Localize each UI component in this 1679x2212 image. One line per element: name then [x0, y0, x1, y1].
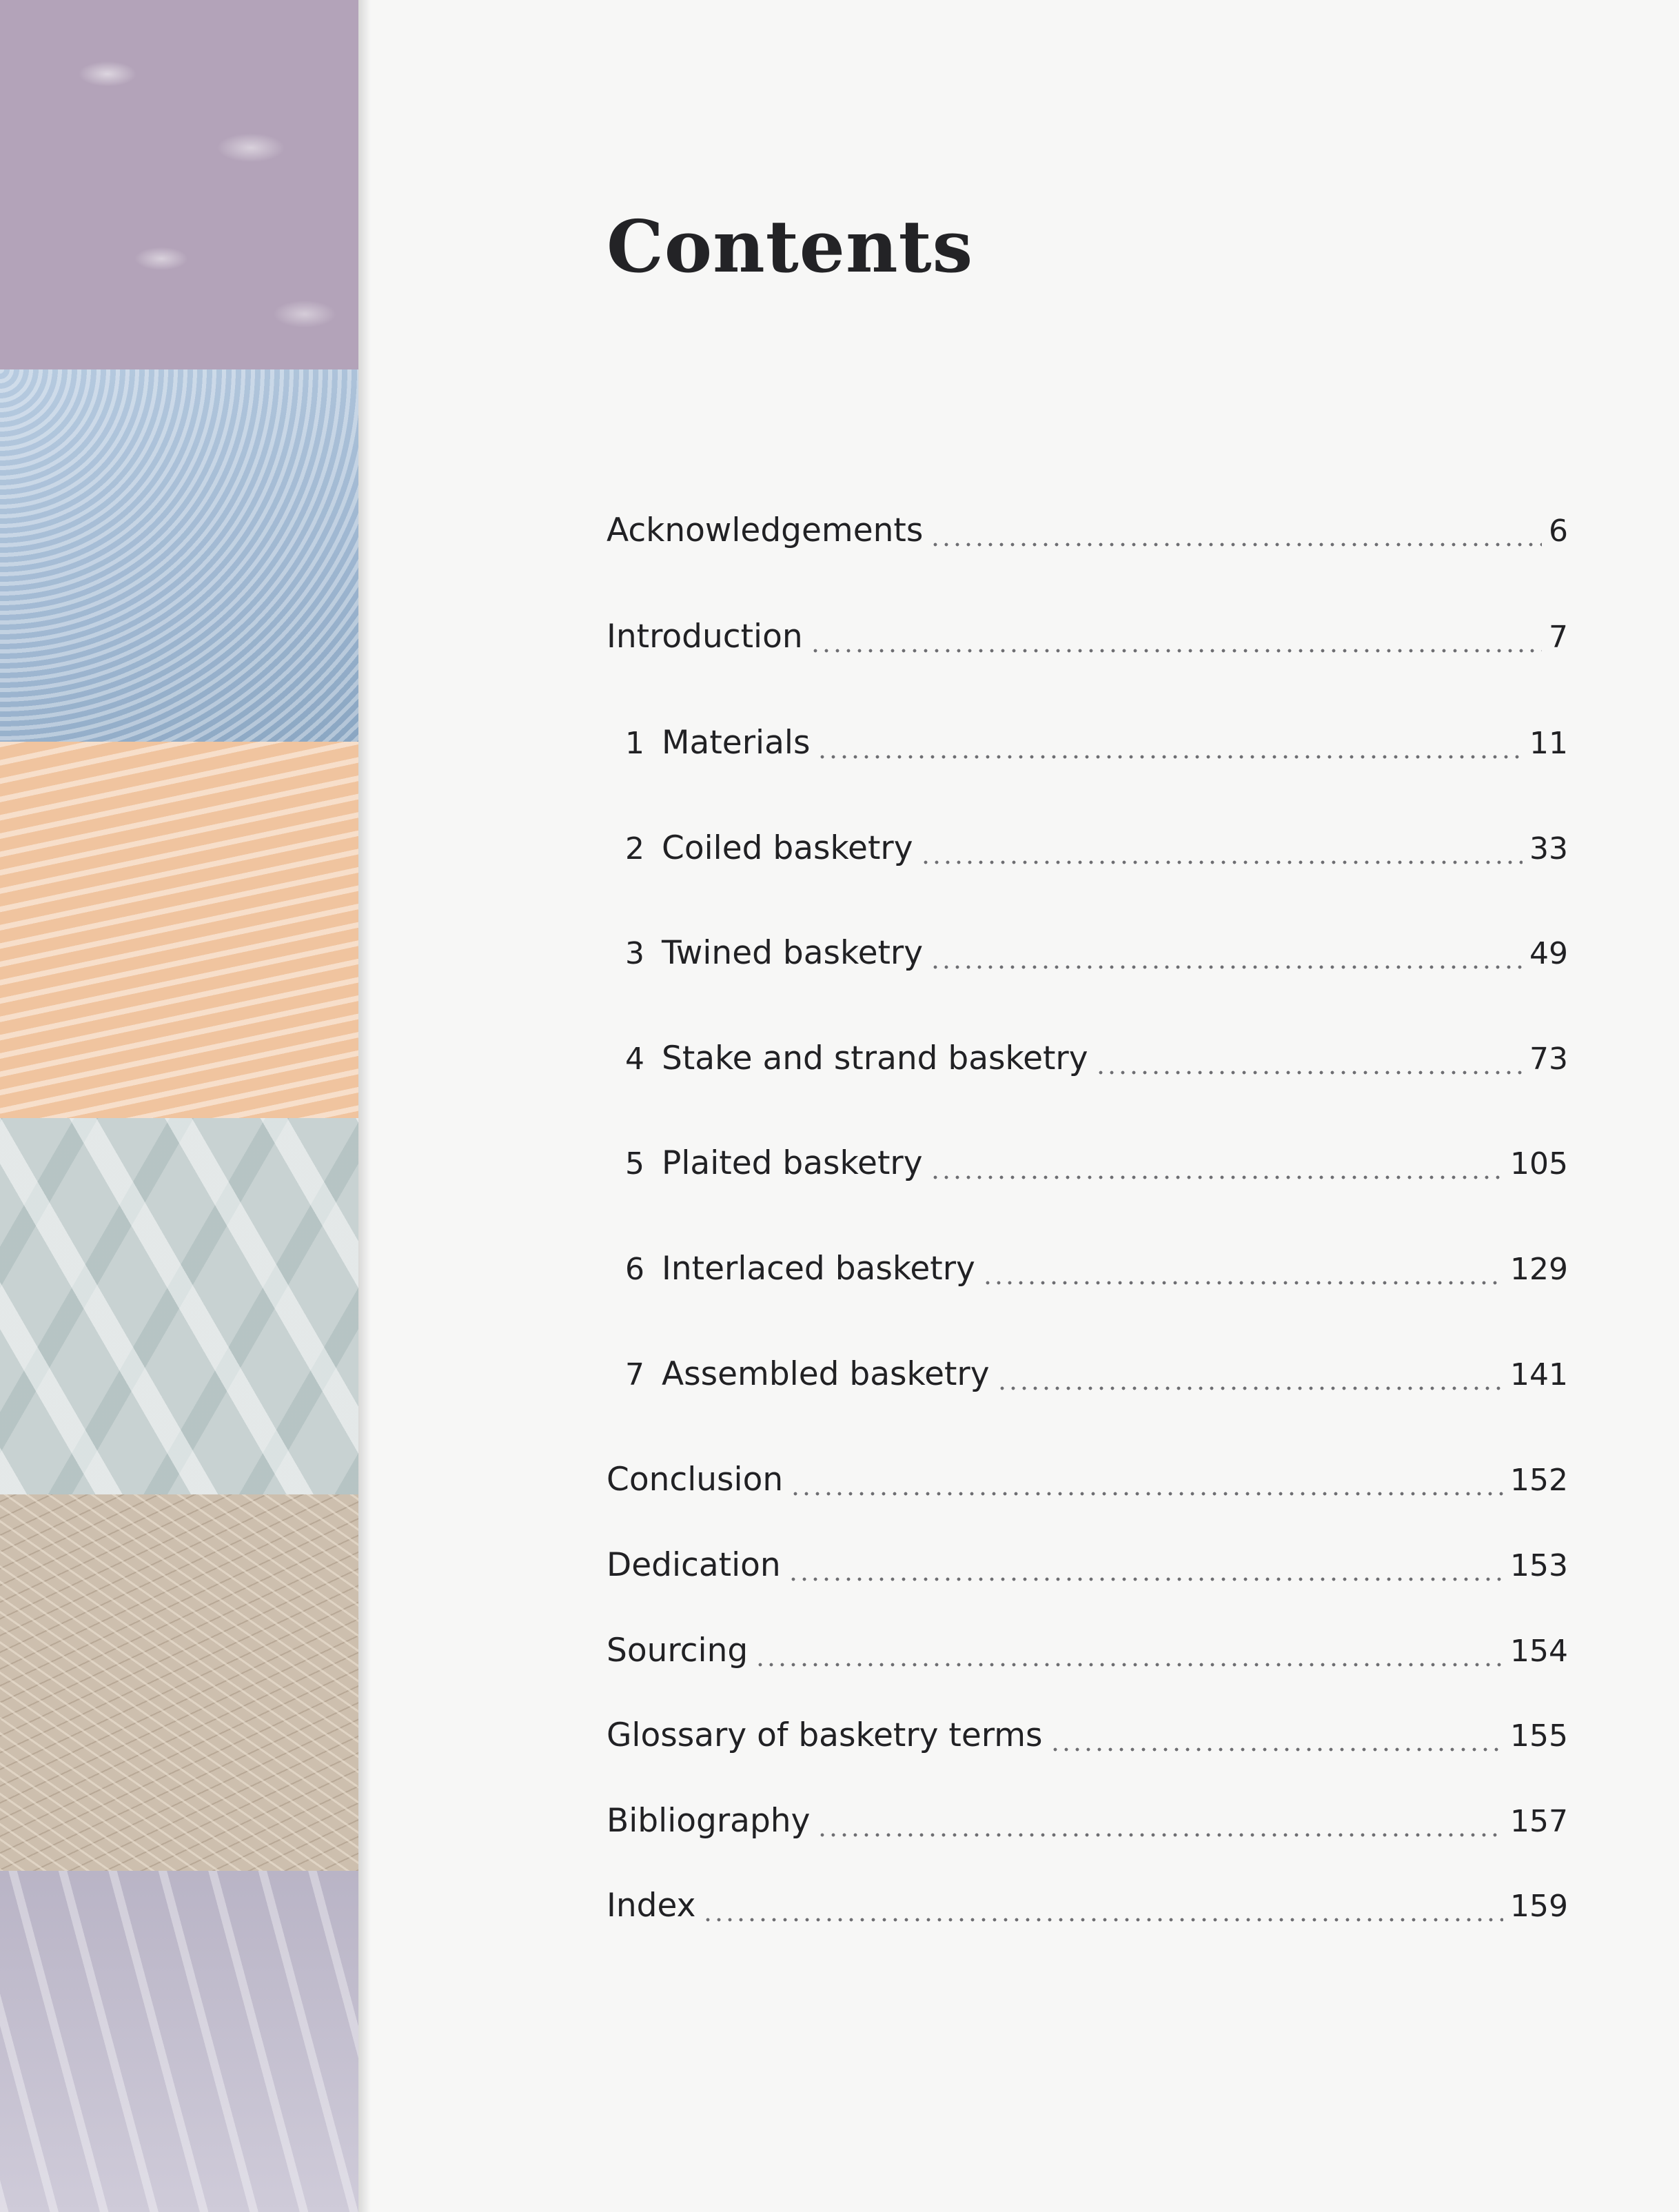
toc-entry-page: 155 [1510, 1718, 1568, 1754]
toc-entry-label: Glossary of basketry terms [607, 1716, 1043, 1754]
page-gutter-shadow [358, 0, 371, 2212]
chapter-number: 2 [625, 831, 644, 866]
photo-band-orange-strands [0, 742, 358, 1118]
dot-leader [982, 1280, 1503, 1286]
toc-chapter-entry[interactable] [607, 1144, 1568, 1193]
toc-entry-page: 153 [1510, 1548, 1568, 1583]
toc-chapter-entry[interactable] [607, 1355, 1568, 1403]
toc-chapter-entry[interactable] [607, 934, 1568, 982]
toc-entry-page: 141 [1510, 1357, 1568, 1392]
toc-entry-page: 73 [1529, 1042, 1568, 1077]
chapter-number: 3 [625, 936, 644, 971]
toc-entry-page: 6 [1549, 514, 1568, 549]
toc-chapter-entry[interactable] [607, 1250, 1568, 1298]
toc-entry-label: Assembled basketry [662, 1355, 990, 1393]
photo-band-tangled-fibre [0, 1494, 358, 1871]
toc-entry-label: Index [607, 1887, 696, 1925]
toc-entry-label: Dedication [607, 1546, 781, 1584]
photo-band-hexagonal-weave [0, 1118, 358, 1494]
toc-entry-label: Introduction [607, 618, 803, 656]
toc-entry[interactable] [607, 511, 1568, 560]
toc-entry-page: 33 [1529, 831, 1568, 866]
dot-leader [790, 1491, 1503, 1496]
toc-entry-label: Conclusion [607, 1461, 784, 1499]
dot-leader [817, 754, 1523, 760]
dot-leader [817, 1832, 1503, 1838]
dot-leader [930, 964, 1523, 970]
photo-band-palm-leaves [0, 0, 358, 369]
toc-entry-page: 49 [1529, 936, 1568, 971]
dot-leader [997, 1386, 1503, 1391]
toc-chapter-entry[interactable] [607, 724, 1568, 772]
toc-entry[interactable] [607, 1716, 1568, 1765]
dot-leader [930, 542, 1542, 547]
dot-leader [930, 1175, 1503, 1180]
toc-entry[interactable] [607, 1461, 1568, 1509]
chapter-number: 6 [625, 1252, 644, 1287]
toc-entry-page: 129 [1510, 1252, 1568, 1287]
toc-entry-page: 11 [1529, 726, 1568, 761]
toc-entry-label: Interlaced basketry [662, 1250, 975, 1288]
toc-entry-label: Twined basketry [662, 934, 924, 972]
toc-entry[interactable] [607, 1632, 1568, 1680]
toc-entry-page: 159 [1510, 1889, 1568, 1924]
toc-entry[interactable] [607, 1887, 1568, 1935]
toc-chapter-entry[interactable] [607, 829, 1568, 877]
toc-entry-label: Materials [662, 724, 811, 762]
toc-entry-page: 154 [1510, 1634, 1568, 1669]
photo-band-blue-weave [0, 369, 358, 742]
dot-leader [810, 648, 1542, 653]
dot-leader [920, 860, 1523, 865]
toc-entry-label: Bibliography [607, 1802, 811, 1840]
decorative-photo-strip [0, 0, 358, 2212]
toc-entry-label: Plaited basketry [662, 1144, 923, 1182]
toc-entry-page: 7 [1549, 620, 1568, 655]
toc-chapter-entry[interactable] [607, 1039, 1568, 1088]
dot-leader [1050, 1747, 1503, 1752]
dot-leader [1095, 1070, 1523, 1075]
toc-entry-page: 105 [1510, 1146, 1568, 1181]
dot-leader [702, 1917, 1503, 1922]
toc-entry[interactable] [607, 1802, 1568, 1850]
toc-entry[interactable] [607, 618, 1568, 666]
chapter-number: 5 [625, 1146, 644, 1181]
toc-entry-page: 157 [1510, 1804, 1568, 1839]
chapter-number: 1 [625, 726, 644, 761]
chapter-number: 4 [625, 1042, 644, 1077]
toc-entry-label: Stake and strand basketry [662, 1039, 1088, 1077]
chapter-number: 7 [625, 1357, 644, 1392]
dot-leader [755, 1662, 1503, 1667]
dot-leader [788, 1576, 1503, 1582]
toc-entry-label: Acknowledgements [607, 511, 924, 549]
toc-entry[interactable] [607, 1546, 1568, 1594]
toc-entry-label: Coiled basketry [662, 829, 913, 867]
photo-band-willow-rods [0, 1871, 358, 2212]
toc-entry-label: Sourcing [607, 1632, 749, 1670]
page-title: Contents [607, 204, 974, 289]
toc-entry-page: 152 [1510, 1463, 1568, 1498]
